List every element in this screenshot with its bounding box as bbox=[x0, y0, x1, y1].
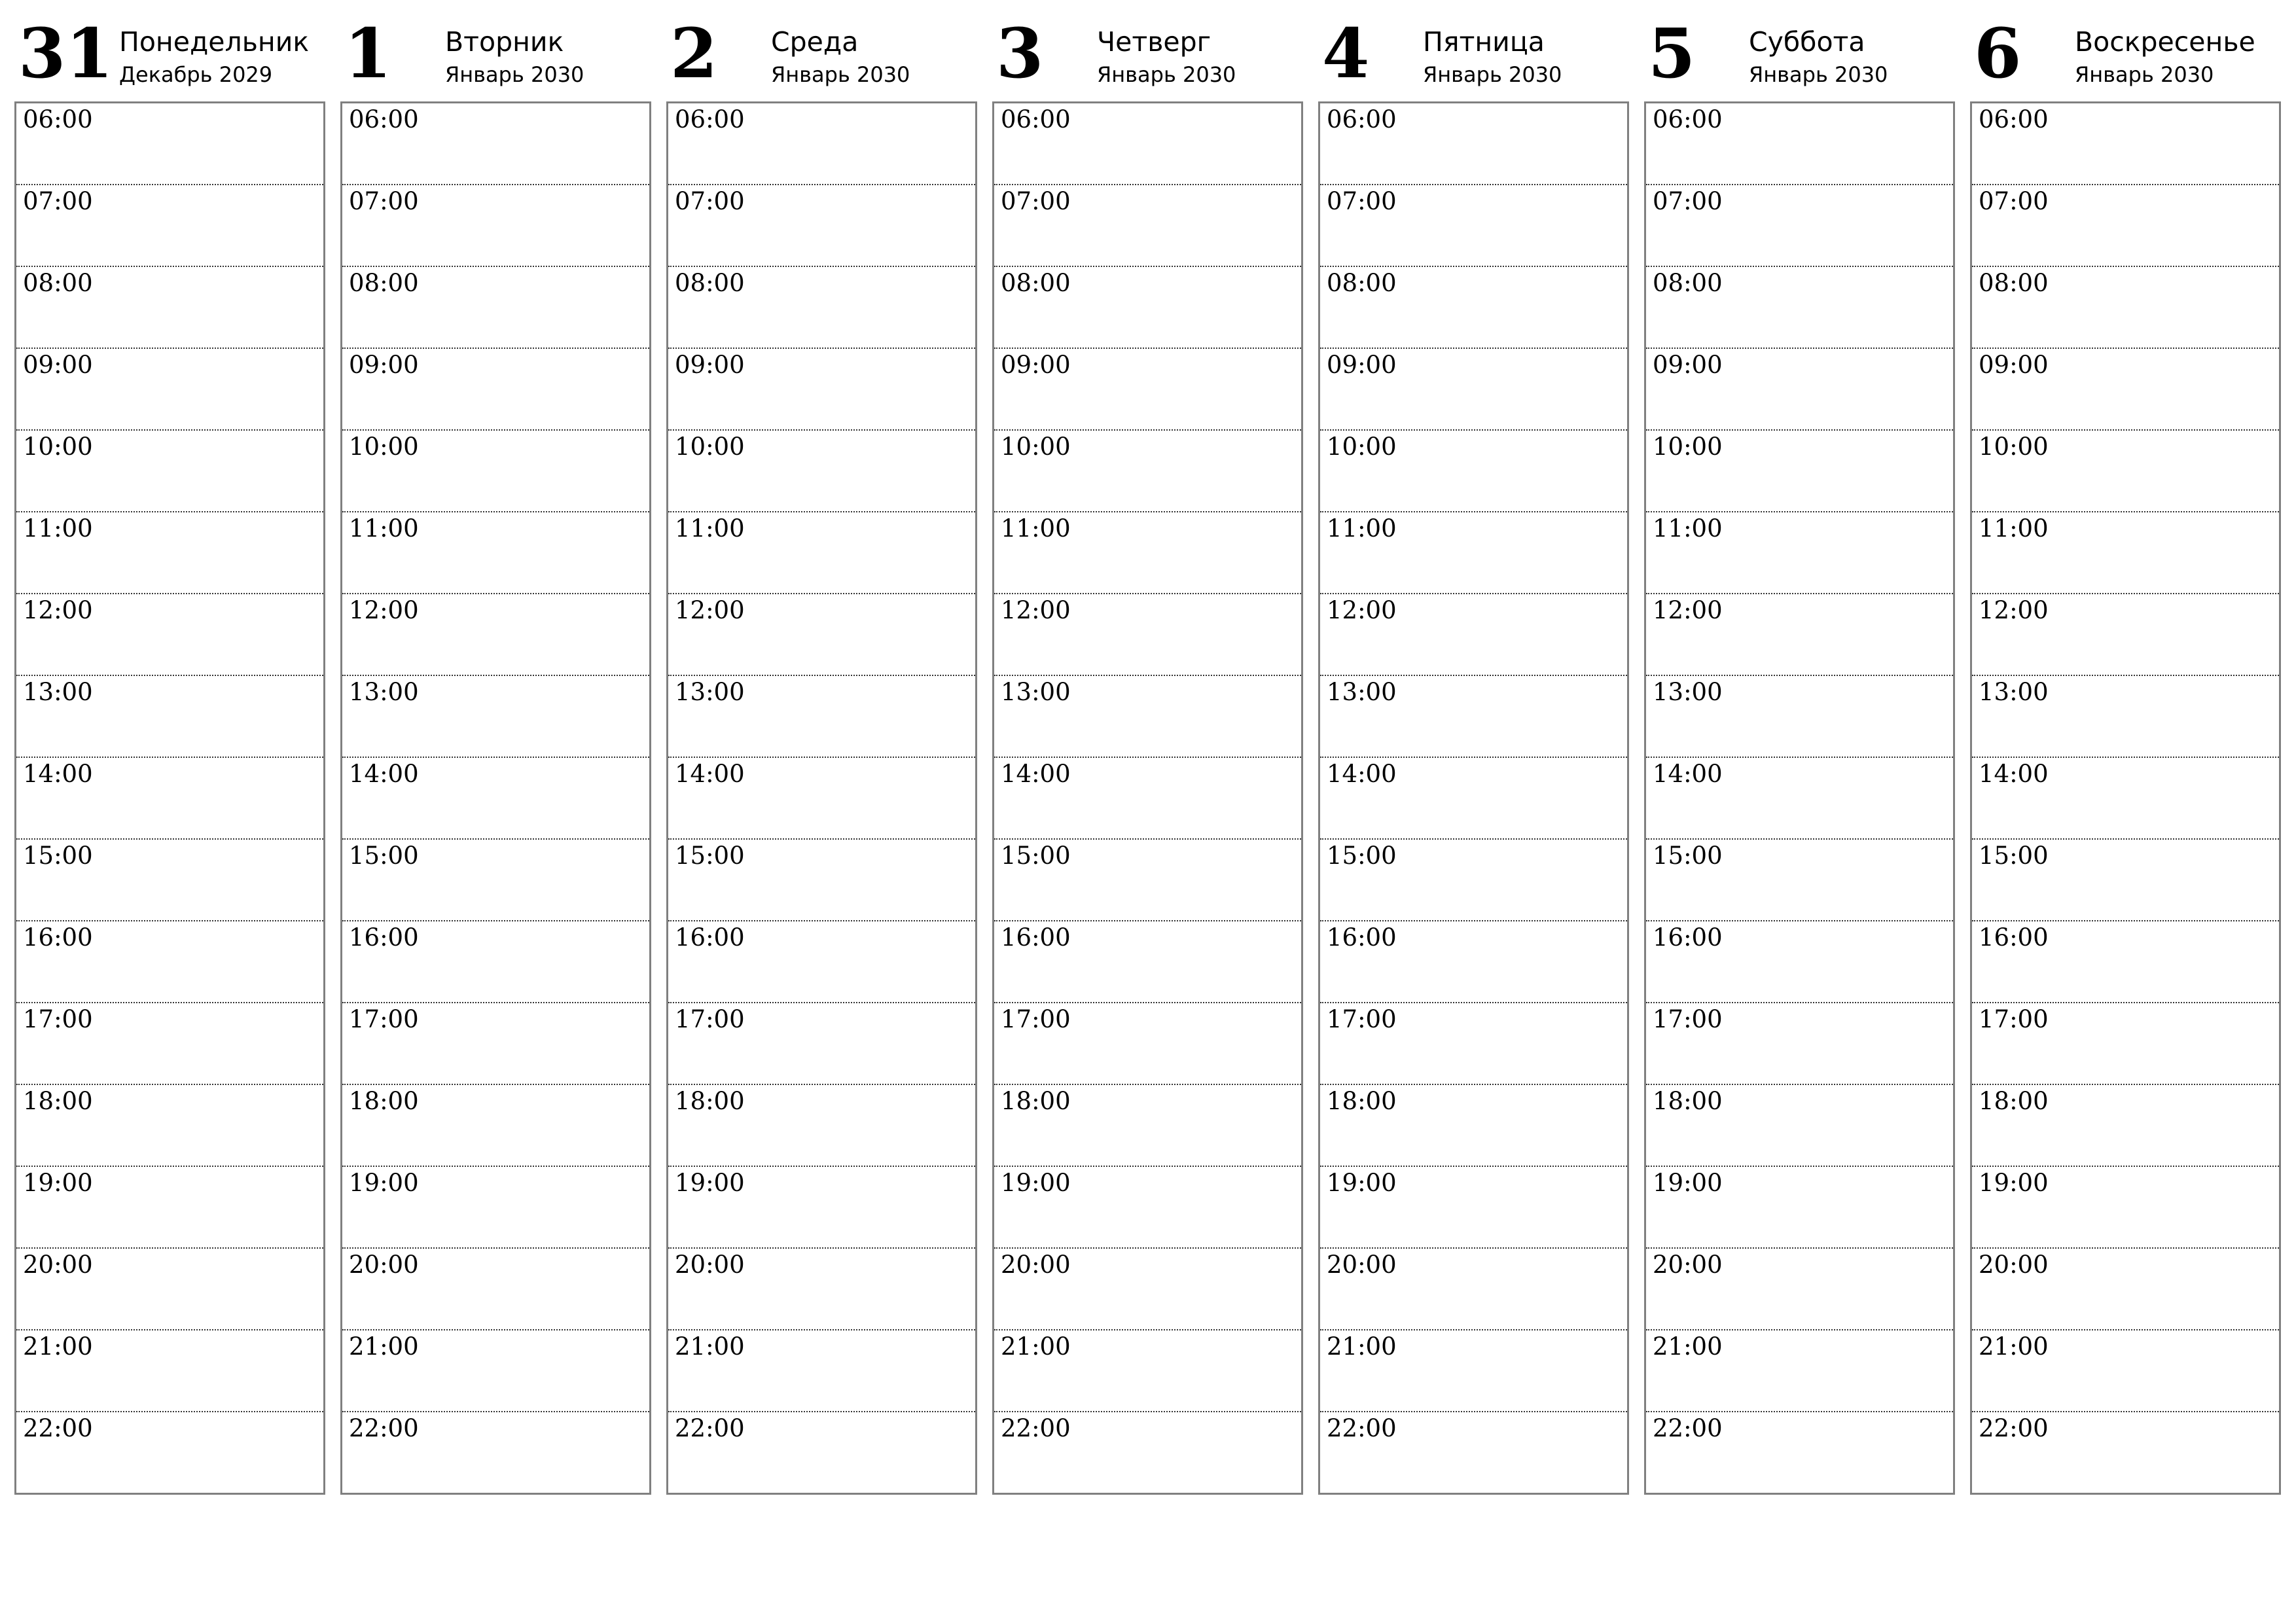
day-header bbox=[1970, 0, 2282, 98]
weekday-name: Понедельник bbox=[119, 26, 310, 58]
hour-label: 13:00 bbox=[675, 678, 745, 706]
hour-slot[interactable] bbox=[342, 349, 649, 431]
hour-slot[interactable] bbox=[16, 1412, 323, 1494]
hour-label: 19:00 bbox=[675, 1169, 745, 1197]
hour-label: 17:00 bbox=[349, 1005, 419, 1033]
hour-slot[interactable] bbox=[1972, 349, 2279, 431]
hour-slot[interactable] bbox=[994, 840, 1301, 921]
hour-label: 12:00 bbox=[1327, 596, 1397, 624]
day-schedule-box[interactable] bbox=[340, 101, 651, 1495]
hour-slot[interactable] bbox=[1972, 267, 2279, 349]
hour-slot[interactable] bbox=[1320, 1412, 1627, 1494]
day-number: 1 bbox=[344, 13, 392, 94]
hour-label: 21:00 bbox=[1979, 1332, 2049, 1361]
hour-label: 11:00 bbox=[349, 514, 419, 543]
month-year: Январь 2030 bbox=[1097, 62, 1236, 87]
hour-label: 13:00 bbox=[1653, 678, 1723, 706]
hour-slot[interactable] bbox=[16, 349, 323, 431]
hour-label: 11:00 bbox=[1327, 514, 1397, 543]
hour-slot[interactable] bbox=[1646, 758, 1953, 840]
hour-slot[interactable] bbox=[994, 1412, 1301, 1494]
hour-slot[interactable] bbox=[16, 1330, 323, 1412]
hour-label: 10:00 bbox=[1001, 433, 1071, 461]
hour-slot[interactable] bbox=[16, 594, 323, 676]
hour-slot[interactable] bbox=[994, 676, 1301, 758]
day-header bbox=[992, 0, 1304, 98]
hour-label: 13:00 bbox=[1001, 678, 1071, 706]
hour-label: 16:00 bbox=[349, 923, 419, 952]
hour-slot[interactable] bbox=[668, 840, 975, 921]
hour-slot[interactable] bbox=[342, 1249, 649, 1330]
hour-label: 09:00 bbox=[675, 351, 745, 379]
hour-slot[interactable] bbox=[1972, 1330, 2279, 1412]
hour-label: 12:00 bbox=[349, 596, 419, 624]
hour-label: 06:00 bbox=[349, 105, 419, 134]
hour-label: 06:00 bbox=[1001, 105, 1071, 134]
hour-label: 08:00 bbox=[1001, 269, 1071, 297]
hour-slot[interactable] bbox=[342, 267, 649, 349]
hour-slot[interactable] bbox=[342, 840, 649, 921]
hour-label: 07:00 bbox=[1327, 187, 1397, 215]
hour-slot[interactable] bbox=[1320, 1330, 1627, 1412]
day-column bbox=[1970, 0, 2282, 1499]
hour-slot[interactable] bbox=[342, 1412, 649, 1494]
hour-slot[interactable] bbox=[1646, 431, 1953, 512]
hour-label: 10:00 bbox=[23, 433, 93, 461]
hour-slot[interactable] bbox=[668, 349, 975, 431]
hour-slot[interactable] bbox=[1972, 1249, 2279, 1330]
hour-slot[interactable] bbox=[1320, 431, 1627, 512]
hour-label: 13:00 bbox=[1979, 678, 2049, 706]
hour-slot[interactable] bbox=[342, 512, 649, 594]
hour-slot[interactable] bbox=[994, 349, 1301, 431]
hour-slot[interactable] bbox=[16, 103, 323, 185]
hour-slot[interactable] bbox=[16, 1249, 323, 1330]
hour-slot[interactable] bbox=[668, 1085, 975, 1167]
hour-slot[interactable] bbox=[1646, 185, 1953, 267]
day-header bbox=[14, 0, 326, 98]
hour-slot[interactable] bbox=[342, 758, 649, 840]
hour-label: 19:00 bbox=[1327, 1169, 1397, 1197]
hour-slot[interactable] bbox=[1320, 267, 1627, 349]
day-header bbox=[1318, 0, 1630, 98]
hour-label: 19:00 bbox=[349, 1169, 419, 1197]
hour-label: 17:00 bbox=[23, 1005, 93, 1033]
day-number: 6 bbox=[1974, 13, 2022, 94]
hour-label: 20:00 bbox=[23, 1251, 93, 1279]
hour-label: 15:00 bbox=[675, 842, 745, 870]
hour-slot[interactable] bbox=[16, 758, 323, 840]
hour-slot[interactable] bbox=[16, 185, 323, 267]
hour-slot[interactable] bbox=[1646, 1085, 1953, 1167]
hour-label: 07:00 bbox=[1979, 187, 2049, 215]
hour-slot[interactable] bbox=[994, 758, 1301, 840]
weekday-name: Четверг bbox=[1097, 26, 1211, 58]
hour-label: 10:00 bbox=[1653, 433, 1723, 461]
hour-label: 06:00 bbox=[1979, 105, 2049, 134]
hour-label: 09:00 bbox=[23, 351, 93, 379]
day-schedule-box[interactable] bbox=[992, 101, 1303, 1495]
day-schedule-box[interactable] bbox=[14, 101, 325, 1495]
hour-slot[interactable] bbox=[342, 1330, 649, 1412]
hour-slot[interactable] bbox=[994, 1330, 1301, 1412]
hour-slot[interactable] bbox=[668, 103, 975, 185]
hour-label: 18:00 bbox=[1979, 1087, 2049, 1115]
hour-label: 15:00 bbox=[1979, 842, 2049, 870]
hour-slot[interactable] bbox=[16, 1085, 323, 1167]
hour-slot[interactable] bbox=[1972, 103, 2279, 185]
hour-slot[interactable] bbox=[342, 431, 649, 512]
month-year: Январь 2030 bbox=[445, 62, 584, 87]
hour-label: 21:00 bbox=[675, 1332, 745, 1361]
hour-slot[interactable] bbox=[342, 103, 649, 185]
hour-slot[interactable] bbox=[1320, 512, 1627, 594]
hour-label: 20:00 bbox=[1653, 1251, 1723, 1279]
hour-label: 07:00 bbox=[1653, 187, 1723, 215]
hour-label: 15:00 bbox=[1653, 842, 1723, 870]
hour-label: 22:00 bbox=[23, 1414, 93, 1442]
hour-slot[interactable] bbox=[342, 676, 649, 758]
hour-label: 18:00 bbox=[23, 1087, 93, 1115]
hour-label: 06:00 bbox=[675, 105, 745, 134]
hour-slot[interactable] bbox=[668, 676, 975, 758]
day-header bbox=[340, 0, 652, 98]
hour-label: 07:00 bbox=[23, 187, 93, 215]
hour-slot[interactable] bbox=[668, 185, 975, 267]
hour-label: 08:00 bbox=[23, 269, 93, 297]
hour-slot[interactable] bbox=[16, 676, 323, 758]
hour-label: 18:00 bbox=[1001, 1087, 1071, 1115]
hour-label: 14:00 bbox=[675, 760, 745, 788]
hour-slot[interactable] bbox=[1646, 1412, 1953, 1494]
day-schedule-box[interactable] bbox=[1970, 101, 2281, 1495]
hour-slot[interactable] bbox=[1320, 840, 1627, 921]
day-number: 2 bbox=[670, 13, 718, 94]
hour-label: 20:00 bbox=[349, 1251, 419, 1279]
hour-slot[interactable] bbox=[1320, 1003, 1627, 1085]
hour-label: 14:00 bbox=[349, 760, 419, 788]
hour-slot[interactable] bbox=[1972, 1085, 2279, 1167]
hour-slot[interactable] bbox=[1320, 103, 1627, 185]
hour-label: 16:00 bbox=[23, 923, 93, 952]
hour-label: 12:00 bbox=[1001, 596, 1071, 624]
hour-label: 21:00 bbox=[1327, 1332, 1397, 1361]
day-column bbox=[14, 0, 326, 1499]
hour-label: 16:00 bbox=[1327, 923, 1397, 952]
hour-label: 08:00 bbox=[1653, 269, 1723, 297]
hour-slot[interactable] bbox=[1646, 1003, 1953, 1085]
hour-label: 13:00 bbox=[23, 678, 93, 706]
hour-slot[interactable] bbox=[1972, 185, 2279, 267]
hour-label: 11:00 bbox=[1653, 514, 1723, 543]
hour-slot[interactable] bbox=[16, 512, 323, 594]
hour-label: 09:00 bbox=[1001, 351, 1071, 379]
day-number: 4 bbox=[1322, 13, 1370, 94]
hour-slot[interactable] bbox=[994, 512, 1301, 594]
weekday-name: Воскресенье bbox=[2075, 26, 2255, 58]
day-number: 5 bbox=[1648, 13, 1696, 94]
hour-slot[interactable] bbox=[1646, 103, 1953, 185]
hour-slot[interactable] bbox=[342, 185, 649, 267]
hour-slot[interactable] bbox=[668, 512, 975, 594]
hour-slot[interactable] bbox=[1972, 921, 2279, 1003]
hour-slot[interactable] bbox=[1972, 676, 2279, 758]
hour-label: 10:00 bbox=[1327, 433, 1397, 461]
day-header bbox=[666, 0, 978, 98]
hour-slot[interactable] bbox=[1972, 758, 2279, 840]
hour-slot[interactable] bbox=[668, 921, 975, 1003]
day-schedule-box[interactable] bbox=[666, 101, 977, 1495]
hour-label: 21:00 bbox=[349, 1332, 419, 1361]
hour-label: 18:00 bbox=[349, 1087, 419, 1115]
hour-label: 19:00 bbox=[1653, 1169, 1723, 1197]
hour-label: 16:00 bbox=[1979, 923, 2049, 952]
month-year: Январь 2030 bbox=[1423, 62, 1562, 87]
hour-label: 09:00 bbox=[1653, 351, 1723, 379]
hour-label: 07:00 bbox=[675, 187, 745, 215]
hour-slot[interactable] bbox=[342, 594, 649, 676]
hour-label: 21:00 bbox=[1653, 1332, 1723, 1361]
hour-label: 06:00 bbox=[1653, 105, 1723, 134]
hour-slot[interactable] bbox=[1646, 1249, 1953, 1330]
hour-slot[interactable] bbox=[994, 1167, 1301, 1249]
hour-slot[interactable] bbox=[1972, 512, 2279, 594]
hour-label: 18:00 bbox=[1327, 1087, 1397, 1115]
hour-slot[interactable] bbox=[994, 1085, 1301, 1167]
hour-label: 20:00 bbox=[1001, 1251, 1071, 1279]
hour-label: 20:00 bbox=[675, 1251, 745, 1279]
hour-label: 14:00 bbox=[1653, 760, 1723, 788]
hour-label: 14:00 bbox=[1001, 760, 1071, 788]
hour-label: 11:00 bbox=[675, 514, 745, 543]
hour-slot[interactable] bbox=[342, 1085, 649, 1167]
hour-slot[interactable] bbox=[16, 1003, 323, 1085]
hour-slot[interactable] bbox=[1646, 512, 1953, 594]
hour-slot[interactable] bbox=[994, 185, 1301, 267]
hour-label: 12:00 bbox=[1979, 596, 2049, 624]
day-header bbox=[1644, 0, 1956, 98]
hour-slot[interactable] bbox=[1646, 1167, 1953, 1249]
hour-slot[interactable] bbox=[342, 1003, 649, 1085]
hour-label: 06:00 bbox=[1327, 105, 1397, 134]
hour-label: 07:00 bbox=[1001, 187, 1071, 215]
hour-label: 11:00 bbox=[1001, 514, 1071, 543]
hour-label: 11:00 bbox=[23, 514, 93, 543]
hour-label: 21:00 bbox=[23, 1332, 93, 1361]
hour-label: 20:00 bbox=[1327, 1251, 1397, 1279]
hour-label: 12:00 bbox=[23, 596, 93, 624]
weekday-name: Вторник bbox=[445, 26, 564, 58]
hour-label: 06:00 bbox=[23, 105, 93, 134]
hour-slot[interactable] bbox=[1646, 676, 1953, 758]
hour-label: 17:00 bbox=[1001, 1005, 1071, 1033]
hour-label: 19:00 bbox=[1979, 1169, 2049, 1197]
hour-slot[interactable] bbox=[1320, 921, 1627, 1003]
hour-label: 19:00 bbox=[1001, 1169, 1071, 1197]
weekday-name: Среда bbox=[771, 26, 859, 58]
day-schedule-box[interactable] bbox=[1318, 101, 1629, 1495]
hour-slot[interactable] bbox=[994, 1249, 1301, 1330]
hour-label: 16:00 bbox=[1001, 923, 1071, 952]
hour-slot[interactable] bbox=[994, 1003, 1301, 1085]
hour-slot[interactable] bbox=[1320, 1249, 1627, 1330]
hour-label: 14:00 bbox=[1327, 760, 1397, 788]
hour-label: 13:00 bbox=[349, 678, 419, 706]
hour-label: 10:00 bbox=[349, 433, 419, 461]
hour-slot[interactable] bbox=[1972, 840, 2279, 921]
day-column bbox=[992, 0, 1304, 1499]
day-number: 3 bbox=[996, 13, 1044, 94]
hour-slot[interactable] bbox=[668, 1003, 975, 1085]
hour-label: 18:00 bbox=[675, 1087, 745, 1115]
hour-slot[interactable] bbox=[1320, 185, 1627, 267]
hour-label: 17:00 bbox=[675, 1005, 745, 1033]
hour-slot[interactable] bbox=[668, 1330, 975, 1412]
hour-slot[interactable] bbox=[1646, 921, 1953, 1003]
hour-slot[interactable] bbox=[994, 431, 1301, 512]
hour-slot[interactable] bbox=[1646, 349, 1953, 431]
hour-slot[interactable] bbox=[1972, 431, 2279, 512]
hour-slot[interactable] bbox=[16, 267, 323, 349]
hour-label: 10:00 bbox=[675, 433, 745, 461]
hour-slot[interactable] bbox=[16, 921, 323, 1003]
hour-label: 15:00 bbox=[1327, 842, 1397, 870]
hour-label: 15:00 bbox=[349, 842, 419, 870]
hour-slot[interactable] bbox=[668, 1412, 975, 1494]
hour-label: 16:00 bbox=[675, 923, 745, 952]
month-year: Январь 2030 bbox=[1749, 62, 1888, 87]
month-year: Декабрь 2029 bbox=[119, 62, 273, 87]
hour-slot[interactable] bbox=[1320, 676, 1627, 758]
day-number: 31 bbox=[18, 13, 113, 94]
day-column bbox=[666, 0, 978, 1499]
hour-slot[interactable] bbox=[1320, 349, 1627, 431]
hour-label: 16:00 bbox=[1653, 923, 1723, 952]
hour-label: 17:00 bbox=[1979, 1005, 2049, 1033]
hour-label: 13:00 bbox=[1327, 678, 1397, 706]
hour-label: 15:00 bbox=[1001, 842, 1071, 870]
weekday-name: Пятница bbox=[1423, 26, 1545, 58]
hour-label: 15:00 bbox=[23, 842, 93, 870]
hour-label: 22:00 bbox=[1979, 1414, 2049, 1442]
hour-slot[interactable] bbox=[1646, 594, 1953, 676]
hour-slot[interactable] bbox=[1972, 1003, 2279, 1085]
day-schedule-box[interactable] bbox=[1644, 101, 1955, 1495]
hour-label: 19:00 bbox=[23, 1169, 93, 1197]
hour-slot[interactable] bbox=[342, 921, 649, 1003]
hour-label: 08:00 bbox=[1979, 269, 2049, 297]
month-year: Январь 2030 bbox=[2075, 62, 2214, 87]
hour-label: 21:00 bbox=[1001, 1332, 1071, 1361]
hour-label: 08:00 bbox=[349, 269, 419, 297]
hour-slot[interactable] bbox=[1320, 758, 1627, 840]
hour-slot[interactable] bbox=[16, 840, 323, 921]
hour-slot[interactable] bbox=[994, 267, 1301, 349]
hour-label: 17:00 bbox=[1653, 1005, 1723, 1033]
hour-slot[interactable] bbox=[668, 267, 975, 349]
hour-label: 17:00 bbox=[1327, 1005, 1397, 1033]
hour-slot[interactable] bbox=[994, 103, 1301, 185]
hour-label: 09:00 bbox=[349, 351, 419, 379]
hour-slot[interactable] bbox=[1646, 267, 1953, 349]
hour-slot[interactable] bbox=[1320, 594, 1627, 676]
hour-label: 22:00 bbox=[349, 1414, 419, 1442]
hour-slot[interactable] bbox=[1320, 1085, 1627, 1167]
hour-label: 12:00 bbox=[1653, 596, 1723, 624]
hour-slot[interactable] bbox=[1972, 1412, 2279, 1494]
hour-slot[interactable] bbox=[342, 1167, 649, 1249]
hour-slot[interactable] bbox=[994, 594, 1301, 676]
hour-label: 09:00 bbox=[1327, 351, 1397, 379]
hour-label: 14:00 bbox=[1979, 760, 2049, 788]
hour-slot[interactable] bbox=[668, 594, 975, 676]
hour-slot[interactable] bbox=[16, 431, 323, 512]
hour-label: 09:00 bbox=[1979, 351, 2049, 379]
hour-slot[interactable] bbox=[1972, 594, 2279, 676]
hour-label: 12:00 bbox=[675, 596, 745, 624]
hour-slot[interactable] bbox=[668, 1167, 975, 1249]
hour-label: 08:00 bbox=[1327, 269, 1397, 297]
month-year: Январь 2030 bbox=[771, 62, 910, 87]
hour-label: 22:00 bbox=[1001, 1414, 1071, 1442]
hour-label: 18:00 bbox=[1653, 1087, 1723, 1115]
hour-label: 20:00 bbox=[1979, 1251, 2049, 1279]
day-column bbox=[1644, 0, 1956, 1499]
hour-label: 11:00 bbox=[1979, 514, 2049, 543]
hour-label: 22:00 bbox=[1327, 1414, 1397, 1442]
hour-slot[interactable] bbox=[1646, 840, 1953, 921]
hour-slot[interactable] bbox=[1646, 1330, 1953, 1412]
hour-label: 10:00 bbox=[1979, 433, 2049, 461]
hour-label: 07:00 bbox=[349, 187, 419, 215]
hour-slot[interactable] bbox=[1972, 1167, 2279, 1249]
hour-slot[interactable] bbox=[668, 758, 975, 840]
day-column bbox=[340, 0, 652, 1499]
hour-slot[interactable] bbox=[994, 921, 1301, 1003]
hour-label: 22:00 bbox=[1653, 1414, 1723, 1442]
hour-slot[interactable] bbox=[668, 431, 975, 512]
hour-label: 14:00 bbox=[23, 760, 93, 788]
hour-slot[interactable] bbox=[668, 1249, 975, 1330]
hour-label: 08:00 bbox=[675, 269, 745, 297]
hour-slot[interactable] bbox=[16, 1167, 323, 1249]
hour-label: 22:00 bbox=[675, 1414, 745, 1442]
hour-slot[interactable] bbox=[1320, 1167, 1627, 1249]
day-column bbox=[1318, 0, 1630, 1499]
weekday-name: Суббота bbox=[1749, 26, 1865, 58]
